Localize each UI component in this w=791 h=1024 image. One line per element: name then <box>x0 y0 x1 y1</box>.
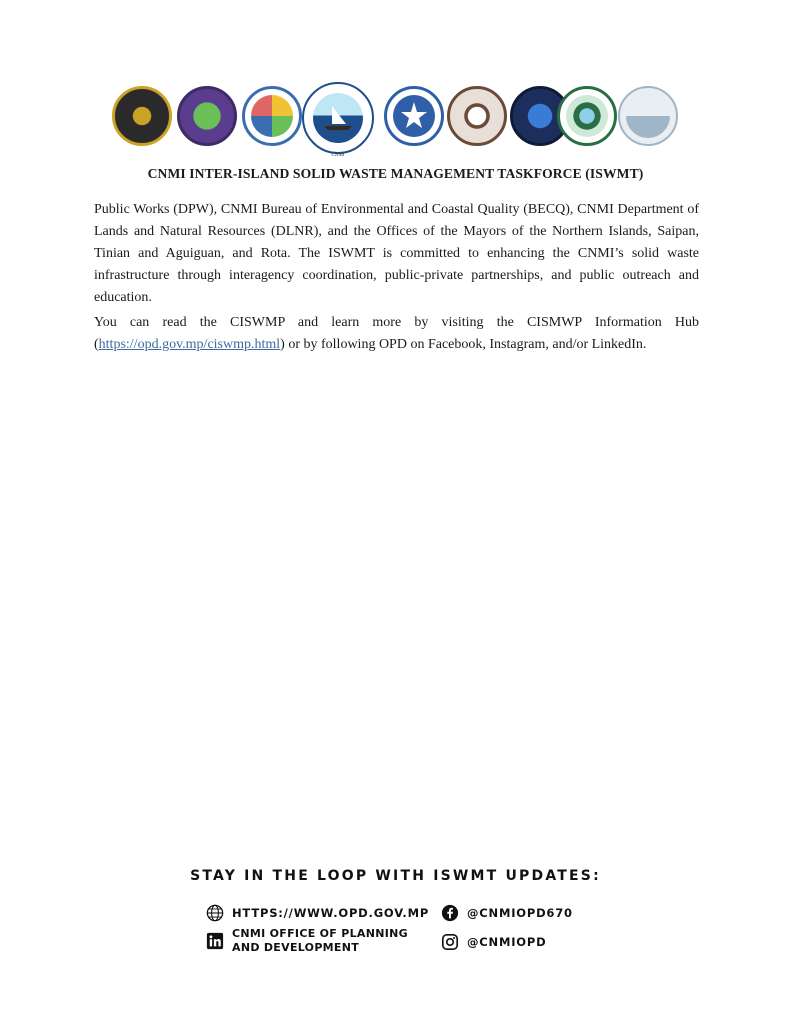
p2-text-after: ) or by following OPD on Facebook, Instagram, and/or LinkedIn. <box>280 337 647 352</box>
becq-seal <box>177 86 237 146</box>
footer-facebook[interactable] <box>441 904 573 922</box>
linkedin-icon <box>206 932 224 950</box>
dlnr-boat-icon <box>302 82 374 154</box>
facebook-handle: @CNMIOPD670 <box>467 906 573 920</box>
rota-mayor-seal <box>557 86 617 146</box>
dpw-seal <box>242 86 302 146</box>
dlnr-seal-caption: CNMI <box>331 153 345 158</box>
aguiguan-seal <box>618 86 678 146</box>
body-paragraph-2 <box>94 312 699 356</box>
footer-heading: STAY IN THE LOOP WITH ISWMT UPDATES: <box>190 868 601 884</box>
facebook-icon <box>441 904 459 922</box>
ciswmp-hub-link[interactable]: https://opd.gov.mp/ciswmp.html <box>98 337 281 352</box>
linkedin-line-2: AND DEVELOPMENT <box>232 941 360 954</box>
instagram-handle: @CNMIOPD <box>467 935 547 949</box>
document-title: CNMI INTER-ISLAND SOLID WASTE MANAGEMENT TASKFORCE (ISWMT) <box>147 166 644 181</box>
office-seal-blue-star <box>384 86 444 146</box>
linkedin-name <box>232 927 408 955</box>
globe-icon <box>206 904 224 922</box>
footer-website[interactable] <box>206 904 429 922</box>
body-paragraph-1: Public Works (DPW), CNMI Bureau of Environmental and Coastal Quality (BECQ), CNMI Department of Lands and Natural Resources (DLNR), and the Offices of the Mayors of the Northern Islands, Saipan, Tinian and Aguiguan, and Rota. The ISWMT is committed to enhancing the CNMI’s solid waste infrastructure through interagency coordination, public-private partnerships, and public outreach and education. <box>94 202 699 305</box>
partner-seals-row <box>112 82 680 156</box>
tinian-mayor-seal <box>447 86 507 146</box>
website-label: HTTPS://WWW.OPD.GOV.MP <box>232 906 430 920</box>
cnmi-government-seal <box>112 86 172 146</box>
dlnr-seal <box>302 82 374 154</box>
star-icon <box>384 86 444 146</box>
footer-linkedin[interactable] <box>206 927 408 955</box>
footer-instagram[interactable] <box>441 933 546 951</box>
instagram-icon <box>441 933 459 951</box>
linkedin-line-1: CNMI OFFICE OF PLANNING <box>232 927 408 940</box>
p2-text-before: You can read the CISWMP and learn more by visiting the CISMWP Information Hub ( <box>94 315 699 352</box>
